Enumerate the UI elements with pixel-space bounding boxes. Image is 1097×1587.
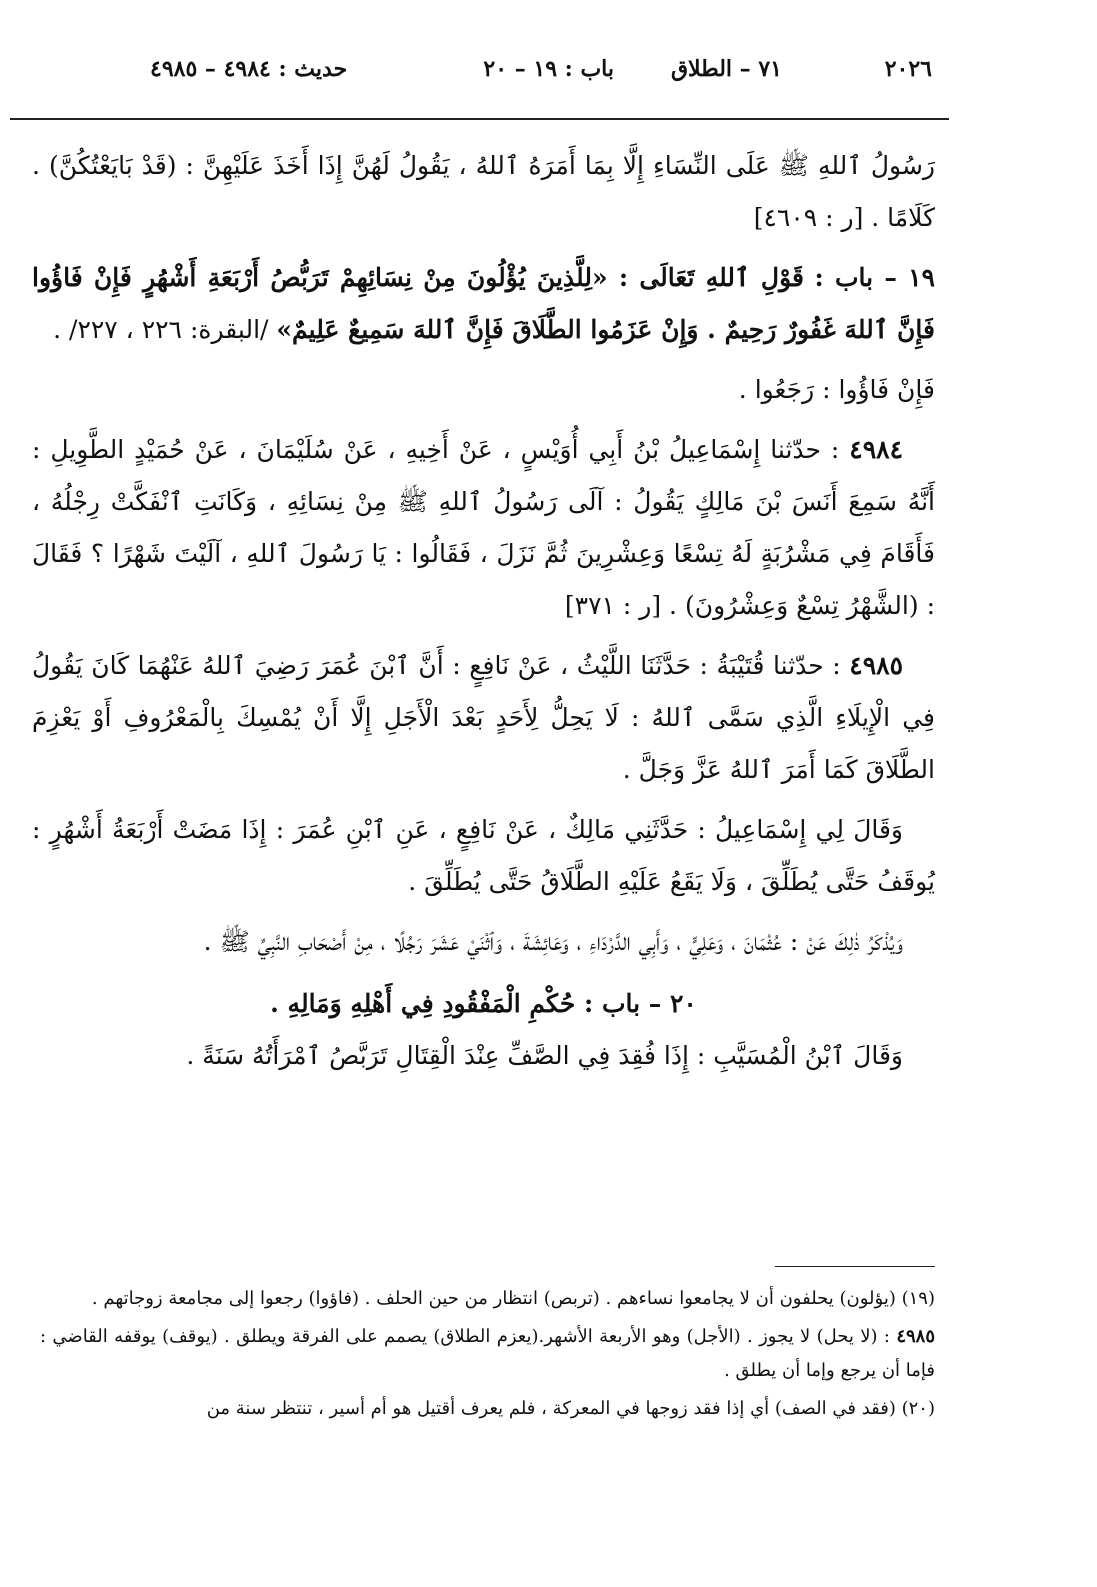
bab-19-reference: /البقرة: ٢٢٦ ، ٢٢٧/ . — [53, 315, 269, 344]
paragraph-yudhkar: وَيُذْكَرُ ذٰلِكَ عَنْ : عُثْمَانَ ، وَعَلِيٍّ ، وَأَبِي الدَّرْدَاءِ ، وَعَائِشَةَ ، وَٱثْنَيْ عَشَرَ رَجُلًا ، مِنْ أَصْحَابِ النَّبِيِّ ﷺ . — [203, 927, 903, 956]
hadith-4984-number: ٤٩٨٤ — [849, 435, 904, 464]
hadith-4985 — [32, 640, 935, 796]
bab-20-heading: ٢٠ – باب : حُكْمِ الْمَفْقُودِ فِي أَهْلِهِ وَمَالِهِ . — [270, 989, 697, 1018]
footnote-19: (١٩) (يؤلون) يحلفون أن لا يجامعوا نساءهم . (تربص) انتظار من حين الحلف . (فاؤوا) رجعوا إلى مجامعة زوجاتهم . — [91, 1288, 935, 1309]
main-text — [32, 140, 935, 1090]
bab-19-number: ١٩ – باب : — [814, 263, 935, 292]
footnote-4985 — [40, 1320, 935, 1388]
hadith-4984-text: : حدّثنا إِسْمَاعِيلُ بْنُ أَبِي أُوَيْسٍ ، عَنْ أَخِيهِ ، عَنْ سُلَيْمَانَ ، عَنْ حُمَيْدٍ الطَّوِيلِ : أَنَّهُ سَمِعَ أَنَسَ بْنَ مَالِكٍ يَقُولُ : آلَى رَسُولُ ٱللهِ ﷺ مِنْ نِسَائِهِ ، وَكَانَتِ ٱنْفَكَّتْ رِجْلُهُ ، فَأَقَامَ فِي مَشْرُبَةٍ لَهُ تِسْعًا وَعِشْرِينَ ثُمَّ نَزَلَ ، فَقَالُوا : يَا رَسُولَ ٱللهِ ، آلَيْتَ شَهْرًا ؟ فَقَالَ : (الشَّهْرُ تِسْعٌ وَعِشْرُونَ) . [ر : ٣٧١] — [32, 435, 935, 620]
header-divider — [10, 118, 949, 120]
footnote-divider — [775, 1266, 935, 1267]
bab-range: باب : ١٩ – ٢٠ — [483, 56, 614, 82]
footnotes — [40, 1282, 935, 1430]
hadith-4985-text: : حدّثنا قُتَيْبَةُ : حَدَّثَنَا اللَّيْثُ ، عَنْ نَافِعٍ : أَنَّ ٱبْنَ عُمَرَ رَضِيَ ٱللهُ عَنْهُمَا كَانَ يَقُولُ فِي الْإِيلَاءِ الَّذِي سَمَّى ٱللهُ : لَا يَحِلُّ لِأَحَدٍ بَعْدَ الْأَجَلِ إِلَّا أَنْ يُمْسِكَ بِالْمَعْرُوفِ أَوْ يَعْزِمَ الطَّلَاقَ كَمَا أَمَرَ ٱللهُ عَزَّ وَجَلَّ . — [32, 651, 935, 784]
gloss-faau: فَإِنْ فَاؤُوا : رَجَعُوا . — [738, 375, 935, 404]
hadith-4985-number: ٤٩٨٥ — [849, 651, 903, 680]
footnote-4985-number: ٤٩٨٥ — [896, 1326, 935, 1347]
footnote-4985-text: : (لا يحل) لا يجوز . (الأجل) وهو الأربعة الأشهر.(يعزم الطلاق) يصمم على الفرقة ويطلق . (يوقف) يوقفه القاضي : فإما أن يرجع وإما أن يطلق . — [40, 1326, 935, 1381]
page-number: ٢٠٢٦ — [884, 56, 932, 82]
book-title: ٧١ – الطلاق — [670, 56, 782, 82]
hadith-range: حديث : ٤٩٨٤ – ٤٩٨٥ — [150, 56, 348, 82]
paragraph-ismail: وَقَالَ لِي إِسْمَاعِيلُ : حَدَّثَنِي مَالِكٌ ، عَنْ نَافِعٍ ، عَنِ ٱبْنِ عُمَرَ : إِذَا مَضَتْ أَرْبَعَةُ أَشْهُرٍ : يُوقَفُ حَتَّى يُطَلِّقَ ، وَلَا يَقَعُ عَلَيْهِ الطَّلَاقُ حَتَّى يُطَلِّقَ . — [32, 815, 935, 896]
paragraph-continuation: رَسُولُ ٱللهِ ﷺ عَلَى النِّسَاءِ إِلَّا بِمَا أَمَرَهُ ٱللهُ ، يَقُولُ لَهُنَّ إِذَا أَخَذَ عَلَيْهِنَّ : (قَدْ بَايَعْتُكُنَّ) . كَلَامًا . [ر : ٤٦٠٩] — [32, 151, 935, 232]
paragraph-musayyib: وَقَالَ ٱبْنُ الْمُسَيَّبِ : إِذَا فُقِدَ فِي الصَّفِّ عِنْدَ الْقِتَالِ تَرَبَّصُ ٱمْرَأَتُهُ سَنَةً . — [186, 1041, 903, 1070]
bab-19-title: قَوْلِ ٱللهِ تَعَالَى : «لِلَّذِينَ يُؤْلُونَ مِنْ نِسَائِهِمْ تَرَبُّصُ أَرْبَعَةِ أَشْهُرٍ فَإِنْ فَاؤُوا فَإِنَّ ٱللهَ غَفُورٌ رَحِيمٌ . وَإِنْ عَزَمُوا الطَّلَاقَ فَإِنَّ ٱللهَ سَمِيعٌ عَلِيمٌ» — [32, 263, 935, 344]
footnote-20: (٢٠) (فقد في الصف) أي إذا فقد زوجها في المعركة ، فلم يعرف أقتيل هو أم أسير ، تنتظر سنة من — [206, 1398, 935, 1419]
running-header — [150, 56, 932, 96]
bab-19 — [32, 252, 935, 356]
hadith-4984 — [32, 424, 935, 632]
